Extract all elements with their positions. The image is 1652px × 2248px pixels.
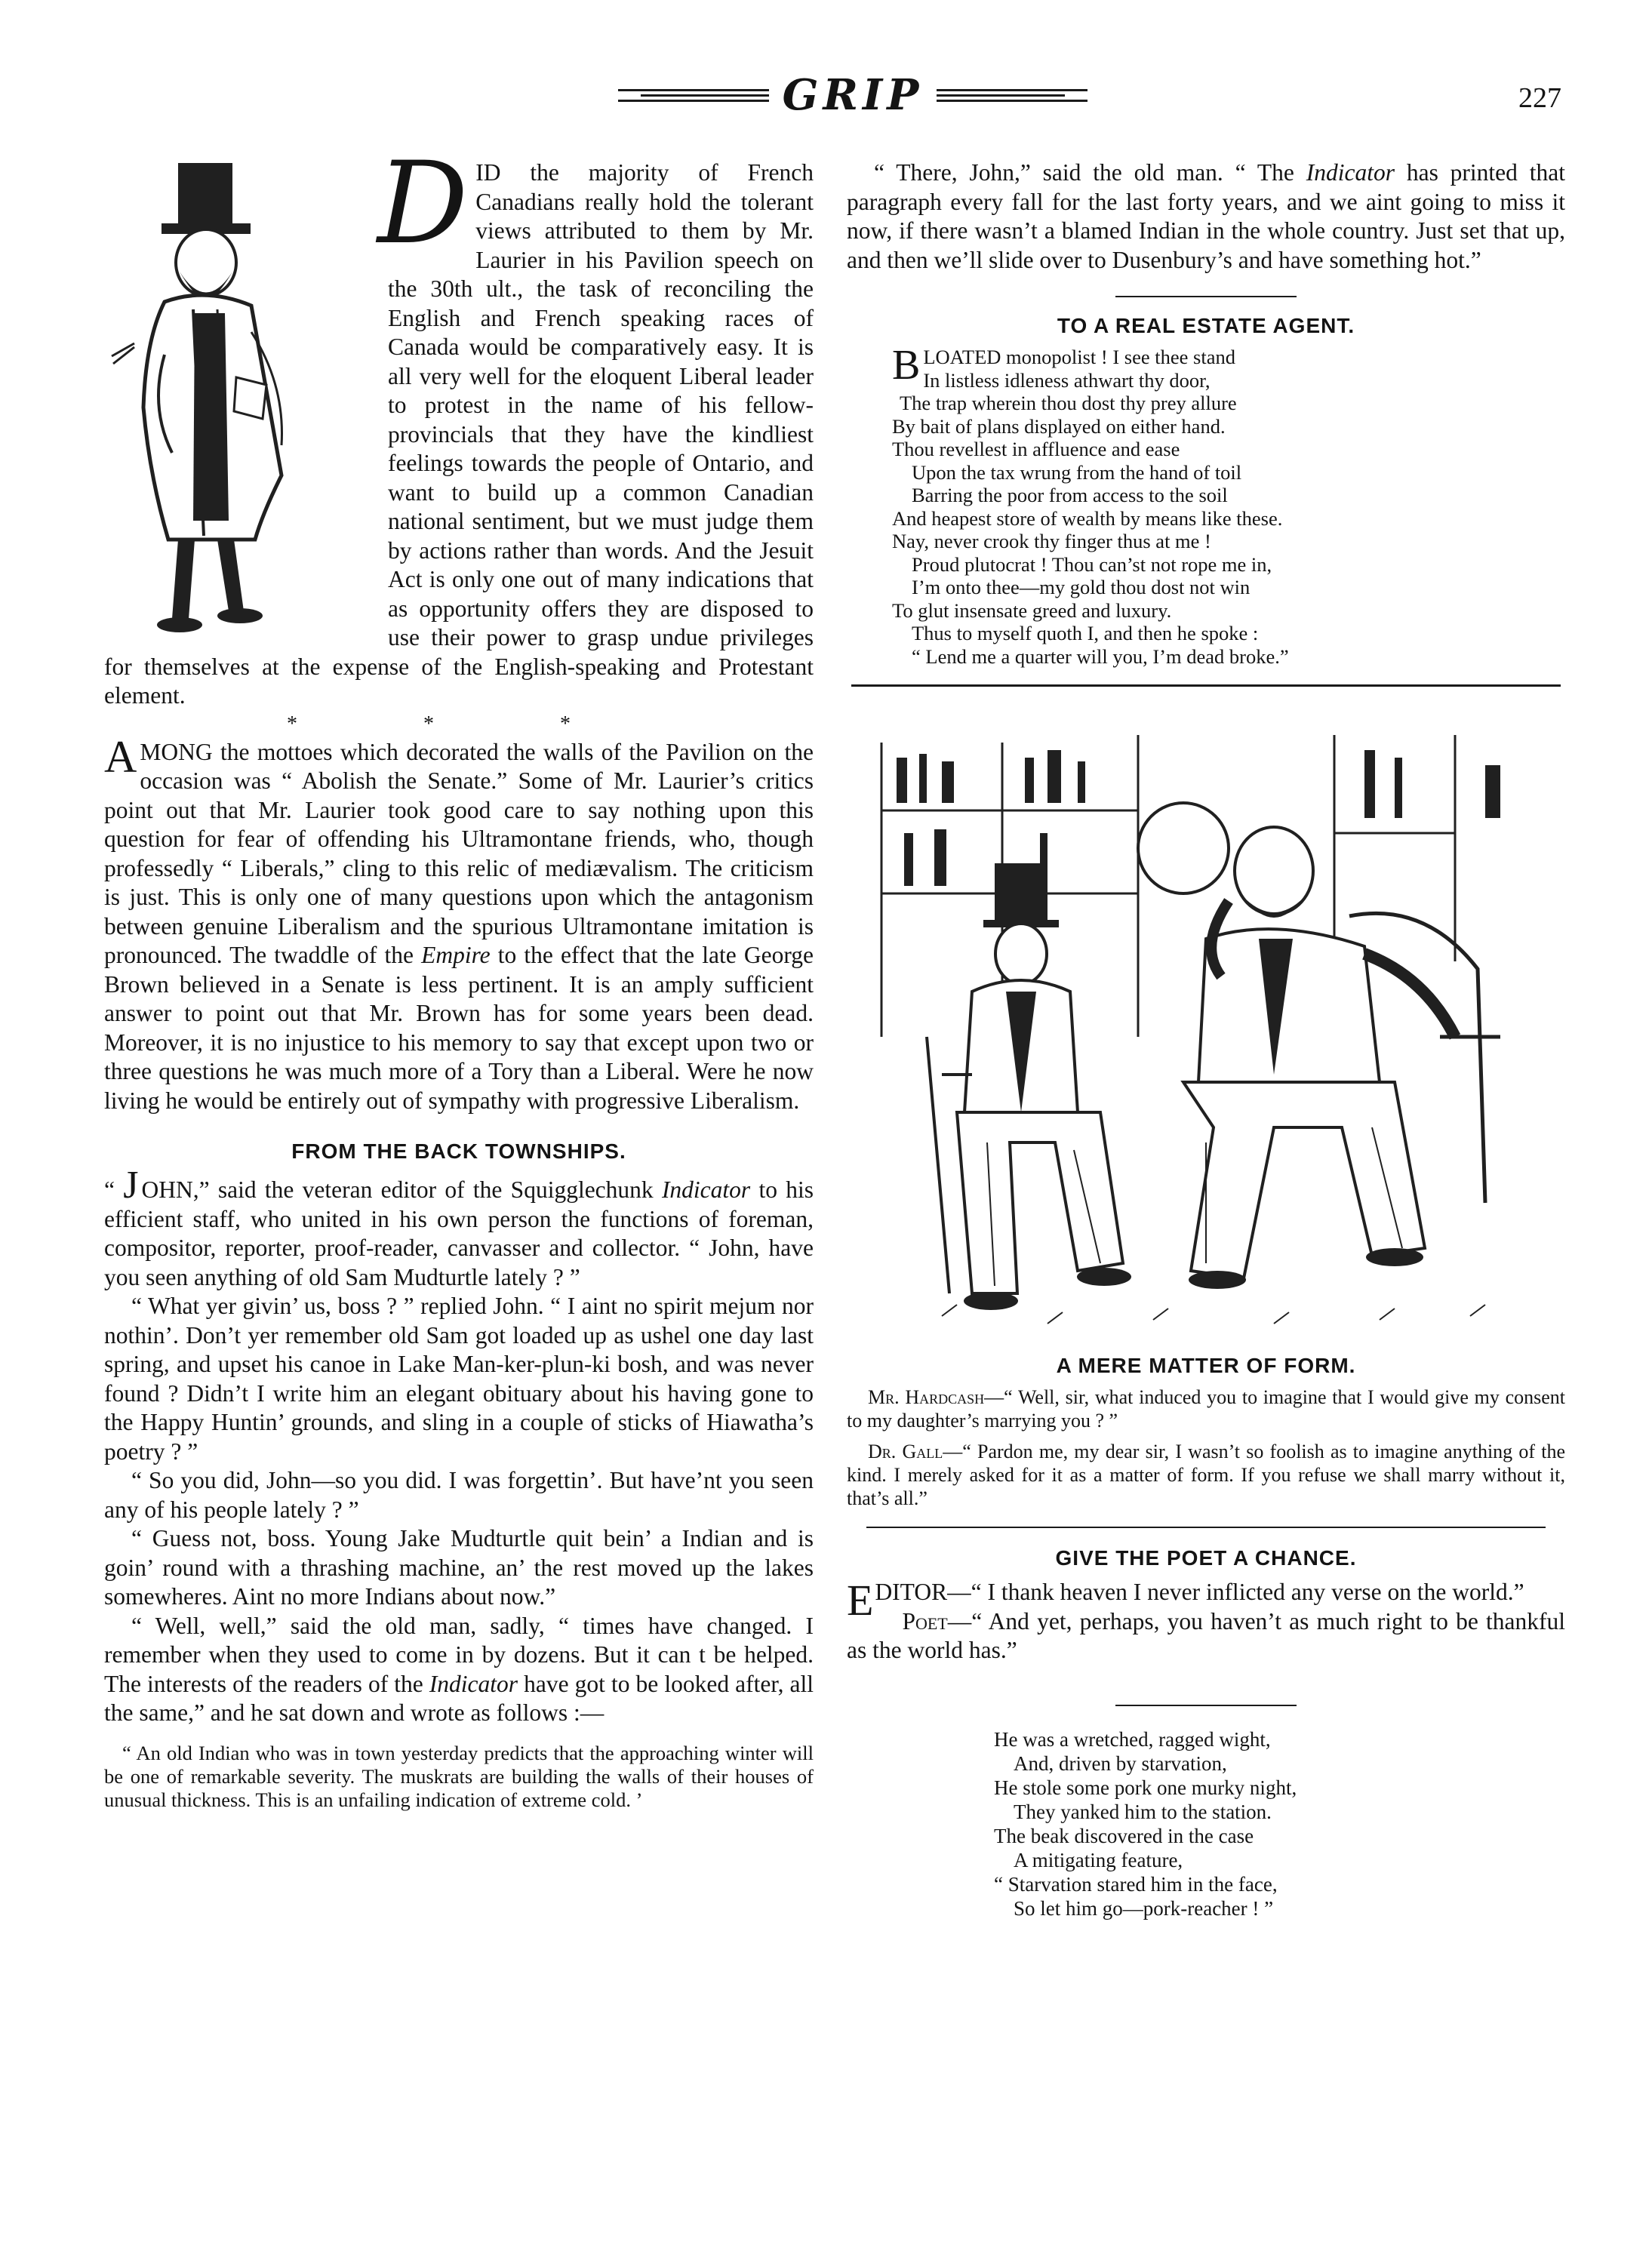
poem-line: Nay, never crook thy finger thus at me !: [892, 530, 1211, 552]
pork-poem-line: He was a wretched, ragged wight,: [994, 1727, 1271, 1751]
real-estate-poem: [892, 342, 1565, 668]
short-rule-2: [1115, 1705, 1297, 1706]
masthead-right-ornament: [937, 89, 1087, 102]
township-p5-text-b: have got to be looked after, all the same,” and he sat down and wrote as follows :—: [104, 1670, 814, 1726]
poem-line: By bait of plans displayed on either hand.: [892, 414, 1226, 438]
dialog-hardcash-text: —“ Well, sir, what induced you to imagine that I would give my consent to my daughter’s marrying you ? ”: [847, 1386, 1565, 1432]
masthead-title: GRIP: [782, 70, 924, 120]
pork-poem-line: He stole some pork one murky night,: [994, 1776, 1297, 1799]
poem-line: To glut insensate greed and luxury.: [892, 598, 1172, 622]
speaker-gall: Dr. Gall: [868, 1441, 943, 1462]
page-number: 227: [1518, 82, 1561, 114]
rule-after-dialog: [866, 1527, 1546, 1528]
pork-poem-line: The beak discovered in the case: [994, 1824, 1254, 1847]
pork-poem: [994, 1727, 1565, 1920]
poem-line: “ Lend me a quarter will you, I’m dead broke.”: [912, 644, 1289, 668]
poet-label: Poet: [902, 1607, 948, 1634]
dialog-gall-text: —“ Pardon me, my dear sir, I wasn’t so foolish as to imagine anything of the kind. I merely asked for it as a matter of form. If you refuse we shall marry without it, that’s all.”: [847, 1441, 1565, 1509]
cartoon-illustration: [851, 720, 1561, 1346]
editor-text: DITOR—“ I thank heaven I never inflicted any verse on the world.”: [875, 1579, 1524, 1605]
township-paragraph-2: “ What yer givin’ us, boss ? ” replied John. “ I aint no spirit mejum nor nothin’. Don’t yer remember old Sam got loaded up as ushel one day last spring, and upset his canoe in Lake Man-ker-plun-ki bosh, and was never found ? Didn’t I write him an elegant obituary about his having gone to the Happy Huntin’ grounds, and sling in a couple of sticks of Hiawatha’s poetry ? ”: [104, 1293, 814, 1465]
township-dropcap: J: [123, 1164, 139, 1207]
township-continued-b: has printed that paragraph every fall for the last forty years, and we aint going to miss it now, if there wasn’t a blamed Indian in the whole country. Just set that up, and then we’ll slide over to Dusenbury’s and have something hot.”: [847, 159, 1565, 273]
poem-line-text: LOATED monopolist ! I see thee stand: [923, 346, 1235, 368]
masthead: [0, 65, 1652, 125]
senate-text-b: to the effect that the late George Brown believed in a Senate is less pertinent. It is an amply sufficient answer to point out that Mr. Brown has for some years been dead. Moreover, it is no injustice to his memory to say that except upon two or three questions he was much more of a Tory than a Liberal. Were he now living he would be entirely out of sympathy with progressive Liberalism.: [104, 942, 814, 1114]
empire-word: Empire: [421, 942, 491, 968]
township-heading: FROM THE BACK TOWNSHIPS.: [291, 1139, 626, 1163]
real-estate-heading: TO A REAL ESTATE AGENT.: [1057, 314, 1355, 337]
township-indian-quote: “ An old Indian who was in town yesterday predicts that the approaching winter will be one of remarkable severity. The muskrats are building the walls of their houses of unusual thickness. This is an unfailing indication of extreme cold. ’: [104, 1741, 814, 1811]
pork-poem-line: They yanked him to the station.: [1014, 1800, 1272, 1823]
pork-poem-line: And, driven by starvation,: [1014, 1751, 1227, 1775]
pork-poem-line: A mitigating feature,: [1014, 1848, 1183, 1871]
senate-text-a: MONG the mottoes which decorated the walls of the Pavilion on the occasion was “ Abolish the Senate.” Some of Mr. Laurier’s critics point out that Mr. Laurier took good care to say nothing upon this question for fear of offending his Ultramontane friends, who, though professedly “ Liberals,” cling to this relic of mediævalism. The criticism is just. This is only one of many questions upon which the antagonism between genuine Liberalism and the spurious Ultramontane imitation is pronounced. The twaddle of the: [104, 738, 814, 968]
poem-line: And heapest store of wealth by means like these.: [892, 506, 1283, 530]
politician-illustration: [104, 158, 376, 649]
section-stars: * * *: [287, 712, 631, 736]
township-paragraph-3: “ So you did, John—so you did. I was forgettin’. But have’nt you seen any of his people lately ? ”: [104, 1467, 814, 1523]
poet-reply-line: [847, 1607, 1565, 1665]
township-open-quote: “: [104, 1176, 124, 1203]
poem-line: In listless idleness athwart thy door,: [923, 368, 1211, 392]
indicator-word-1: Indicator: [661, 1176, 751, 1203]
township-p1-text-b: to his efficient staff, who united in his own person the functions of foreman, compositor, reporter, proof-reader, canvasser and collector. “ John, have you seen anything of old Sam Mudturtle lately ? ”: [104, 1176, 814, 1290]
township-continued: [847, 158, 1565, 275]
poem-line: Barring the poor from access to the soil: [912, 484, 1228, 506]
dialog-hardcash: [847, 1385, 1565, 1432]
intro-dropcap: D: [377, 138, 469, 269]
short-rule-1: [1115, 296, 1297, 297]
poem-line: Thou revellest in affluence and ease: [892, 438, 1180, 460]
township-paragraph-1: [104, 1164, 814, 1292]
senate-dropcap: A: [104, 731, 137, 782]
township-paragraph-4: “ Guess not, boss. Young Jake Mudturtle quit bein’ a Indian and is goin’ round with a thrashing machine, an’ the rest moved up the lakes somewheres. Aint no more Indians about now.”: [104, 1525, 814, 1610]
masthead-center: [611, 65, 1094, 125]
poet-heading: GIVE THE POET A CHANCE.: [1055, 1546, 1357, 1570]
pork-poem-line: So let him go—pork-reacher ! ”: [1014, 1896, 1274, 1920]
masthead-left-ornament: [618, 89, 769, 102]
poem-line: I’m onto thee—my gold thou dost not win: [912, 576, 1251, 598]
poem-line: Upon the tax wrung from the hand of toil: [912, 460, 1242, 484]
intro-text: ID the majority of French Canadians really hold the tolerant views attributed to them by Mr. Laurier in his Pavilion speech on the 30th ult., the task of reconciling the English and French speaking races of Canada would be comparatively easy. It is all very well for the eloquent Liberal leader to protest in the name of his fellow-provincials that they have the kindliest feelings towards the people of Ontario, and want to build up a common Canadian national sentiment, but we must judge them by actions rather than words. And the Jesuit Act is only one out of many indications that as opportunity offers they are disposed to use their power to grasp undue privileges for themselves at the expense of the English-speaking and Protestant element.: [104, 159, 814, 709]
long-rule: [851, 684, 1561, 687]
indicator-word-2: Indicator: [429, 1670, 518, 1697]
editor-dropcap: E: [847, 1576, 874, 1625]
left-column: [104, 138, 814, 1812]
speaker-hardcash: Mr. Hardcash: [868, 1386, 985, 1408]
indicator-word-3: Indicator: [1306, 159, 1395, 186]
poem-dropcap: B: [892, 342, 921, 389]
cartoon-caption: A MERE MATTER OF FORM.: [1056, 1354, 1356, 1377]
dialog-gall: [847, 1440, 1565, 1510]
poet-reply-text: —“ And yet, perhaps, you haven’t as much right to be thankful as the world has.”: [847, 1607, 1565, 1663]
township-p5-text-a: “ Well, well,” said the old man, sadly, “ times have changed. I remember when they used to come in by dozens. But it can t be helped. The interests of the readers of the: [104, 1612, 814, 1697]
poem-line: Proud plutocrat ! Thou can’st not rope me in,: [912, 552, 1272, 576]
poem-line: The trap wherein thou dost thy prey allure: [900, 392, 1237, 414]
township-p1-text-a: OHN,” said the veteran editor of the Squigglechunk: [141, 1176, 662, 1203]
pork-poem-line: “ Starvation stared him in the face,: [994, 1872, 1278, 1896]
township-paragraph-5: [104, 1612, 814, 1728]
township-continued-a: “ There, John,” said the old man. “ The: [874, 159, 1306, 186]
poem-line: Thus to myself quoth I, and then he spoke :: [912, 622, 1259, 644]
right-column: [847, 158, 1565, 1920]
senate-paragraph: [104, 731, 814, 1116]
